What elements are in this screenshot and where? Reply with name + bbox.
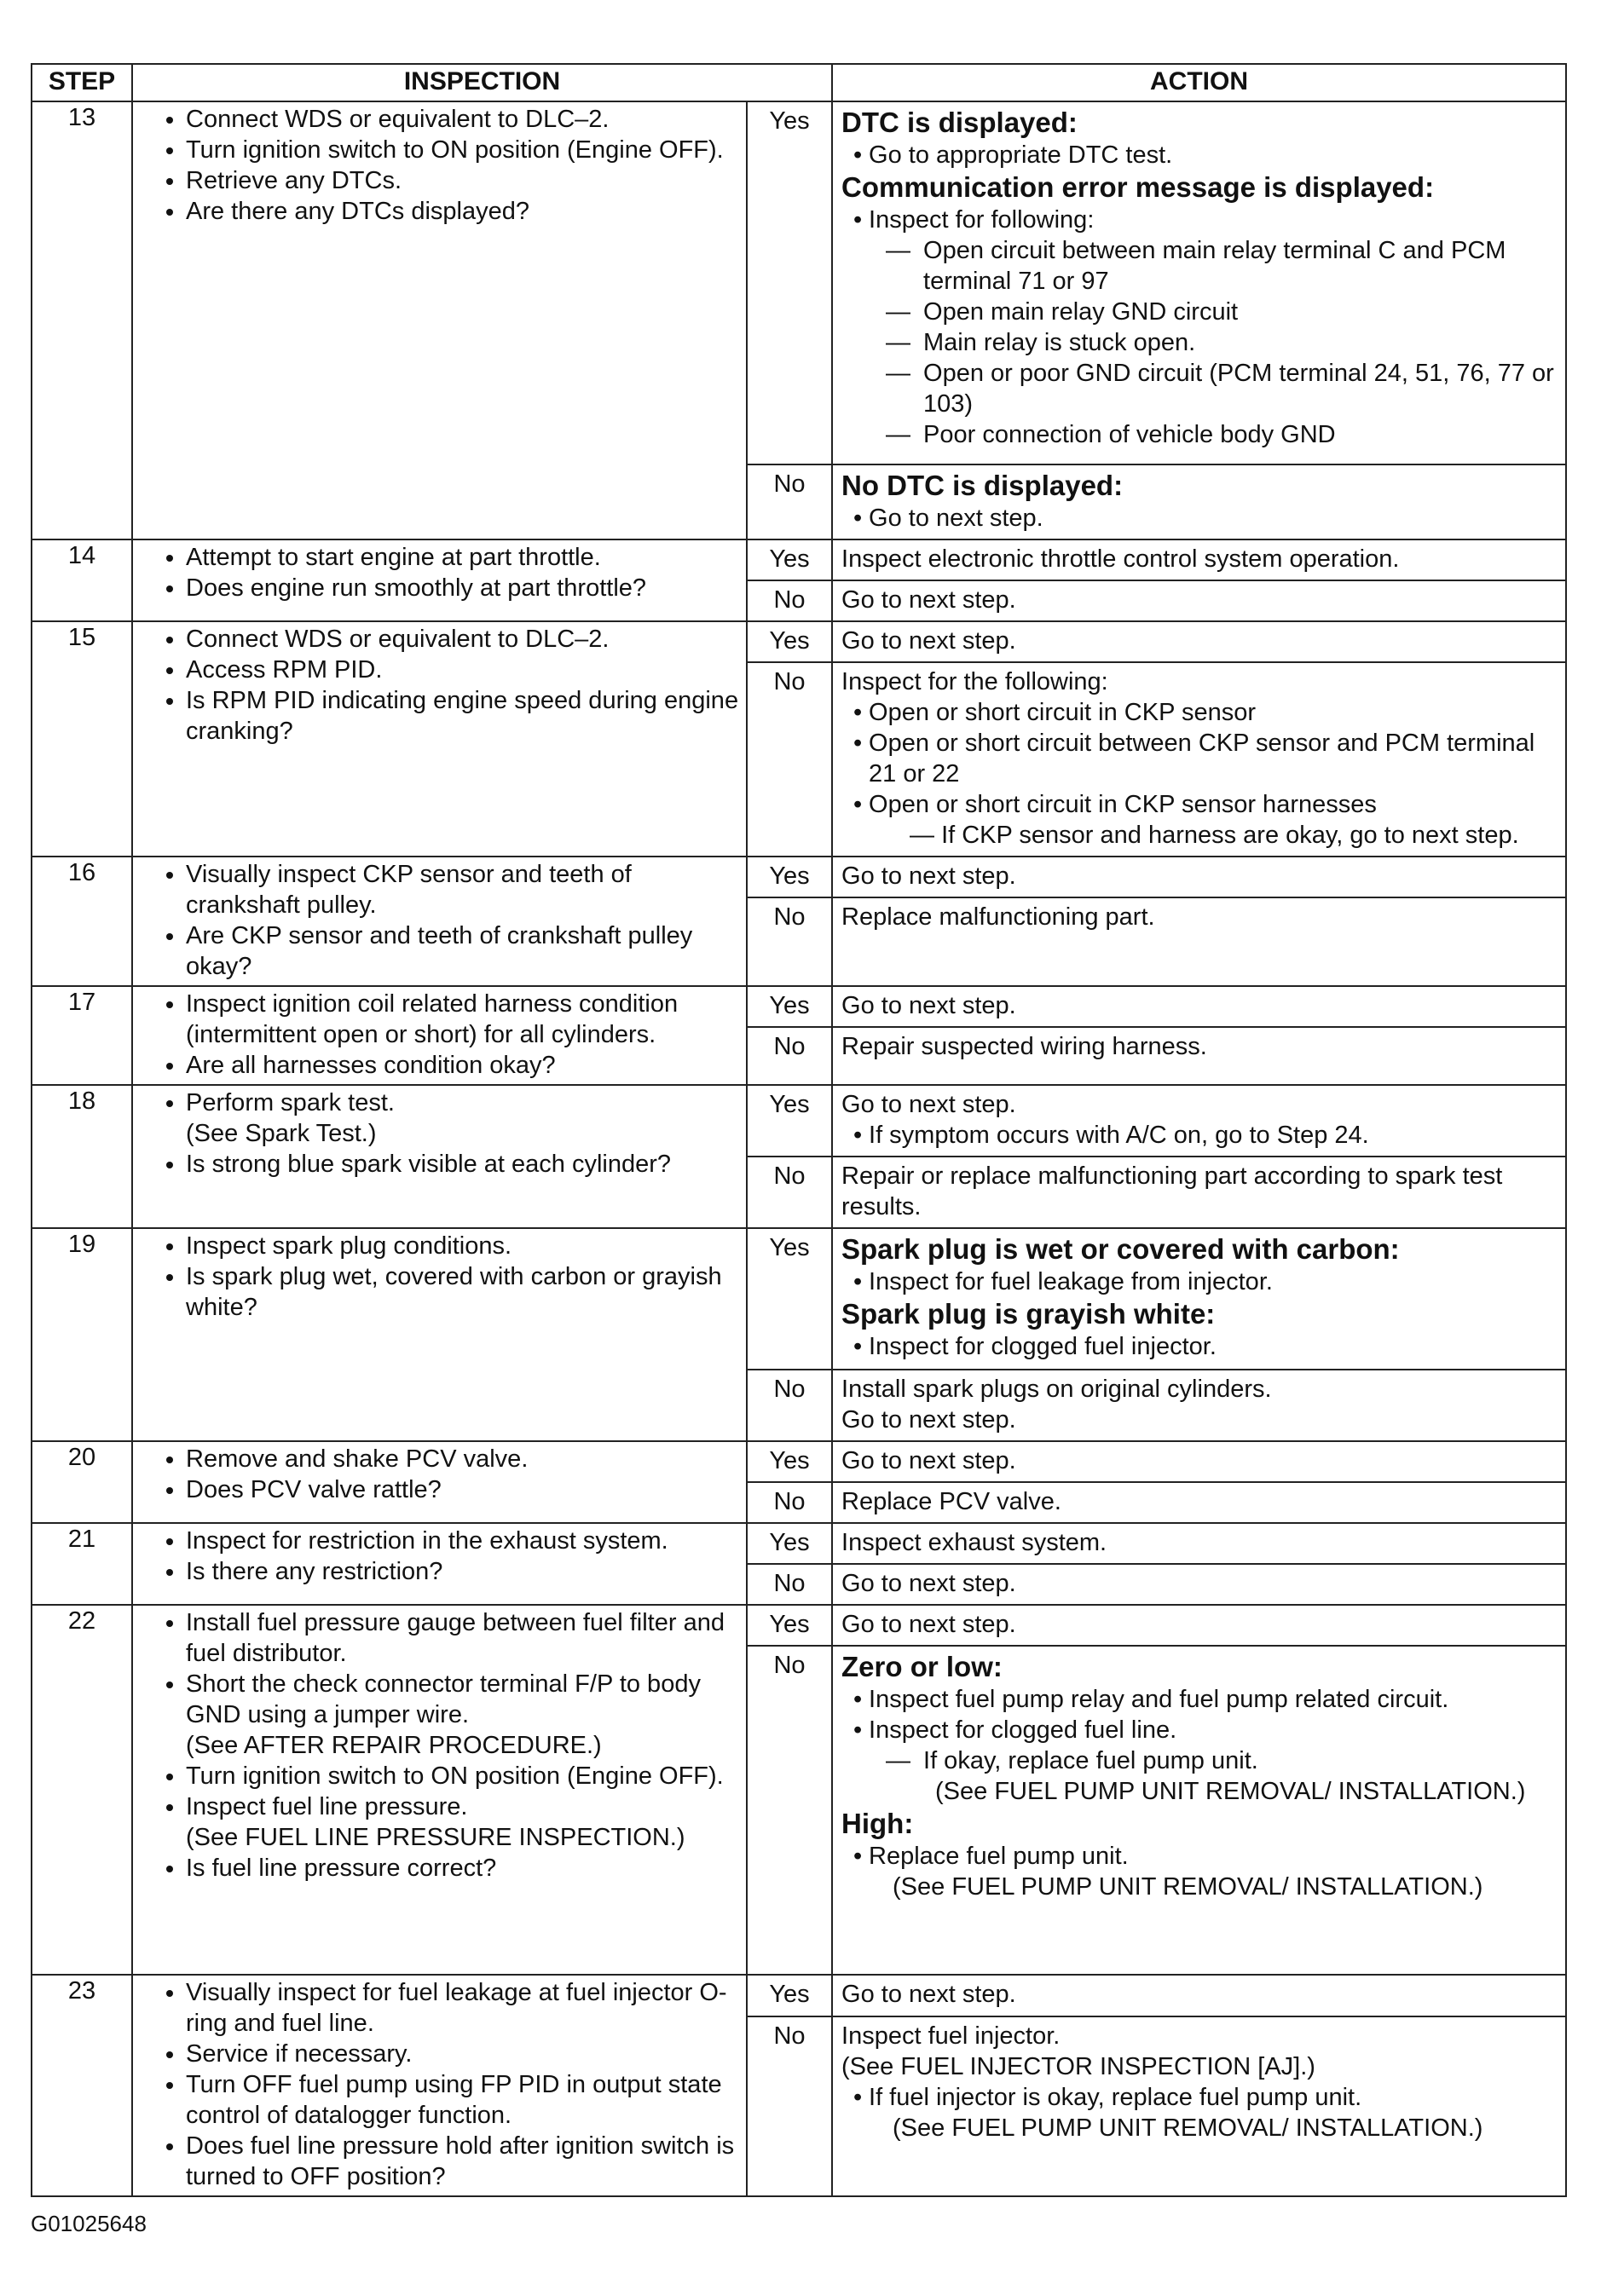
inspection-item: • Perform spark test. — [186, 1087, 739, 1118]
inspection-item: (See FUEL LINE PRESSURE INSPECTION.) — [186, 1824, 685, 1851]
step-number: 18 — [32, 1085, 132, 1228]
action-sub-item: — Open main relay GND circuit — [841, 297, 1560, 327]
table-row — [32, 1523, 1566, 1564]
yes-action: Go to next step. — [832, 1441, 1566, 1482]
inspection-item: • Inspect for restriction in the exhaust system. — [186, 1526, 739, 1556]
action-bullet: • If fuel injector is okay, replace fuel pump unit. — [852, 2082, 1560, 2113]
no-action — [832, 2016, 1566, 2196]
action-line: (See FUEL INJECTOR INSPECTION [AJ].) — [841, 2053, 1315, 2081]
no-label: No — [747, 1370, 832, 1441]
inspection-table — [31, 63, 1567, 2197]
no-label: No — [747, 897, 832, 986]
step-number: 15 — [32, 621, 132, 857]
step-number: 22 — [32, 1605, 132, 1975]
inspection-item: • Does engine run smoothly at part throttle? — [186, 573, 739, 603]
yes-label: Yes — [747, 1975, 832, 2016]
no-action: Replace malfunctioning part. — [832, 897, 1566, 986]
inspection-item: • Retrieve any DTCs. — [186, 165, 739, 196]
header-row — [32, 64, 1566, 101]
yes-action: Go to next step. — [832, 857, 1566, 897]
action-sub-item: — If okay, replace fuel pump unit. — [841, 1745, 1560, 1776]
no-action: Repair or replace malfunctioning part according to spark test results. — [832, 1157, 1566, 1228]
no-action: Replace PCV valve. — [832, 1482, 1566, 1523]
action-bullet: • Inspect for fuel leakage from injector. — [852, 1266, 1560, 1297]
table-row — [32, 101, 1566, 464]
yes-label: Yes — [747, 1605, 832, 1646]
no-action: Go to next step. — [832, 580, 1566, 621]
no-label: No — [747, 1564, 832, 1605]
step-number: 23 — [32, 1975, 132, 2196]
yes-label: Yes — [747, 539, 832, 580]
yes-action: Go to next step. — [832, 1605, 1566, 1646]
inspection-cell — [132, 986, 747, 1085]
action-line: Go to next step. — [841, 1406, 1016, 1434]
no-label: No — [747, 662, 832, 857]
no-action — [832, 662, 1566, 857]
no-label: No — [747, 464, 832, 539]
action-bullet: • Open or short circuit between CKP sensor and PCM terminal 21 or 22 — [852, 728, 1560, 789]
yes-label: Yes — [747, 986, 832, 1027]
inspection-item: • Access RPM PID. — [186, 655, 739, 685]
action-line: Inspect fuel injector. — [841, 2022, 1061, 2051]
inspection-item: • Short the check connector terminal F/P to body GND using a jumper wire. — [186, 1669, 739, 1730]
inspection-cell — [132, 1523, 747, 1605]
inspection-item: • Are all harnesses condition okay? — [186, 1050, 739, 1081]
inspection-item: • Is fuel line pressure correct? — [186, 1853, 739, 1884]
table-row — [32, 539, 1566, 580]
step-number: 21 — [32, 1523, 132, 1605]
inspection-item: • Turn OFF fuel pump using FP PID in output state control of datalogger function. — [186, 2069, 739, 2131]
table-row — [32, 1228, 1566, 1370]
yes-label: Yes — [747, 857, 832, 897]
action-line: (See FUEL PUMP UNIT REMOVAL/ INSTALLATION.) — [893, 1873, 1483, 1901]
inspection-item: • Visually inspect for fuel leakage at fuel injector O-ring and fuel line. — [186, 1977, 739, 2039]
step-number: 20 — [32, 1441, 132, 1523]
yes-action — [832, 101, 1566, 464]
inspection-item: (See Spark Test.) — [186, 1120, 377, 1147]
no-label: No — [747, 1027, 832, 1085]
figure-code: G01025648 — [31, 2211, 147, 2236]
inspection-table-container — [31, 63, 1565, 2197]
inspection-item: • Connect WDS or equivalent to DLC–2. — [186, 104, 739, 135]
yes-label: Yes — [747, 1228, 832, 1370]
inspection-item: • Visually inspect CKP sensor and teeth of crankshaft pulley. — [186, 859, 739, 920]
header-inspection: INSPECTION — [132, 64, 832, 101]
no-action: Go to next step. — [832, 1564, 1566, 1605]
action-bullet: • Inspect for clogged fuel line. — [852, 1715, 1560, 1745]
inspection-cell — [132, 1441, 747, 1523]
table-row — [32, 1975, 1566, 2016]
table-row — [32, 1441, 1566, 1482]
inspection-item: • Install fuel pressure gauge between fuel filter and fuel distributor. — [186, 1607, 739, 1669]
condition-heading: Spark plug is grayish white: — [841, 1298, 1216, 1330]
step-number: 19 — [32, 1228, 132, 1441]
action-bullet: • Open or short circuit in CKP sensor — [852, 697, 1560, 728]
no-action — [832, 1370, 1566, 1441]
yes-label: Yes — [747, 101, 832, 464]
inspection-item: • Is RPM PID indicating engine speed during engine cranking? — [186, 685, 739, 747]
table-row — [32, 1085, 1566, 1157]
inspection-item: • Are there any DTCs displayed? — [186, 196, 739, 227]
action-bullet: • Inspect fuel pump relay and fuel pump related circuit. — [852, 1684, 1560, 1715]
condition-heading: Spark plug is wet or covered with carbon: — [841, 1233, 1400, 1265]
header-action: ACTION — [832, 64, 1566, 101]
no-label: No — [747, 2016, 832, 2196]
inspection-cell — [132, 1605, 747, 1975]
action-line: Inspect for the following: — [841, 668, 1108, 695]
no-label: No — [747, 1646, 832, 1975]
yes-label: Yes — [747, 1441, 832, 1482]
inspection-item: (See AFTER REPAIR PROCEDURE.) — [186, 1732, 602, 1759]
action-line: Install spark plugs on original cylinders. — [841, 1376, 1272, 1403]
no-action — [832, 464, 1566, 539]
yes-action: Go to next step. — [832, 621, 1566, 662]
inspection-item: • Is spark plug wet, covered with carbon or grayish white? — [186, 1261, 739, 1323]
condition-heading: DTC is displayed: — [841, 107, 1078, 138]
action-bullet: • Go to next step. — [852, 503, 1560, 534]
action-sub-item: (See FUEL PUMP UNIT REMOVAL/ INSTALLATION.) — [935, 1778, 1526, 1805]
inspection-item: • Connect WDS or equivalent to DLC–2. — [186, 624, 739, 655]
table-row — [32, 857, 1566, 897]
action-bullet: • Open or short circuit in CKP sensor harnesses — [852, 789, 1560, 820]
yes-action: Go to next step. — [832, 1975, 1566, 2016]
inspection-cell — [132, 1085, 747, 1228]
inspection-cell — [132, 621, 747, 857]
no-label: No — [747, 1482, 832, 1523]
yes-action: Inspect exhaust system. — [832, 1523, 1566, 1564]
table-row — [32, 1605, 1566, 1646]
condition-heading: Zero or low: — [841, 1651, 1003, 1682]
step-number: 13 — [32, 101, 132, 539]
action-bullet: • Inspect for following: — [852, 205, 1560, 235]
table-row — [32, 986, 1566, 1027]
inspection-item: • Is there any restriction? — [186, 1556, 739, 1587]
inspection-cell — [132, 539, 747, 621]
yes-label: Yes — [747, 1523, 832, 1564]
inspection-item: • Is strong blue spark visible at each cylinder? — [186, 1149, 739, 1180]
yes-action — [832, 1228, 1566, 1370]
action-bullet: • Replace fuel pump unit. — [852, 1841, 1560, 1872]
condition-heading: No DTC is displayed: — [841, 470, 1124, 501]
inspection-item: • Inspect fuel line pressure. — [186, 1791, 739, 1822]
inspection-item: • Turn ignition switch to ON position (Engine OFF). — [186, 1761, 739, 1791]
no-action — [832, 1646, 1566, 1975]
inspection-item: • Inspect spark plug conditions. — [186, 1231, 739, 1261]
action-sub-item: — Main relay is stuck open. — [841, 327, 1560, 358]
inspection-item: • Turn ignition switch to ON position (Engine OFF). — [186, 135, 739, 165]
no-label: No — [747, 580, 832, 621]
action-sub-item: — If CKP sensor and harness are okay, go to next step. — [910, 822, 1519, 849]
yes-action — [832, 1085, 1566, 1157]
yes-label: Yes — [747, 1085, 832, 1157]
inspection-item: • Service if necessary. — [186, 2039, 739, 2069]
action-line: Go to next step. — [841, 1091, 1016, 1118]
step-number: 17 — [32, 986, 132, 1085]
yes-label: Yes — [747, 621, 832, 662]
action-sub-item: — Open or poor GND circuit (PCM terminal 24, 51, 76, 77 or 103) — [841, 358, 1560, 419]
yes-action: Inspect electronic throttle control system operation. — [832, 539, 1566, 580]
condition-heading: High: — [841, 1808, 914, 1839]
no-label: No — [747, 1157, 832, 1228]
action-sub-item: — Poor connection of vehicle body GND — [841, 419, 1560, 450]
inspection-item: • Are CKP sensor and teeth of crankshaft pulley okay? — [186, 920, 739, 982]
yes-action: Go to next step. — [832, 986, 1566, 1027]
inspection-item: • Attempt to start engine at part throttle. — [186, 542, 739, 573]
action-bullet: • If symptom occurs with A/C on, go to Step 24. — [852, 1120, 1560, 1151]
inspection-item: • Inspect ignition coil related harness condition (intermittent open or short) for all cylinders. — [186, 989, 739, 1050]
action-bullet: • Inspect for clogged fuel injector. — [852, 1331, 1560, 1362]
inspection-cell — [132, 857, 747, 986]
step-number: 16 — [32, 857, 132, 986]
inspection-cell — [132, 1975, 747, 2196]
header-step: STEP — [32, 64, 132, 101]
condition-heading: Communication error message is displayed: — [841, 171, 1435, 203]
action-bullet: • Go to appropriate DTC test. — [852, 140, 1560, 170]
table-row — [32, 621, 1566, 662]
inspection-item: • Does PCV valve rattle? — [186, 1474, 739, 1505]
inspection-cell — [132, 1228, 747, 1441]
inspection-item: • Does fuel line pressure hold after ignition switch is turned to OFF position? — [186, 2131, 739, 2192]
no-action: Repair suspected wiring harness. — [832, 1027, 1566, 1085]
inspection-item: • Remove and shake PCV valve. — [186, 1444, 739, 1474]
inspection-cell — [132, 101, 747, 539]
action-sub-item: — Open circuit between main relay terminal C and PCM terminal 71 or 97 — [841, 235, 1560, 297]
step-number: 14 — [32, 539, 132, 621]
action-line: (See FUEL PUMP UNIT REMOVAL/ INSTALLATION.) — [893, 2114, 1483, 2143]
